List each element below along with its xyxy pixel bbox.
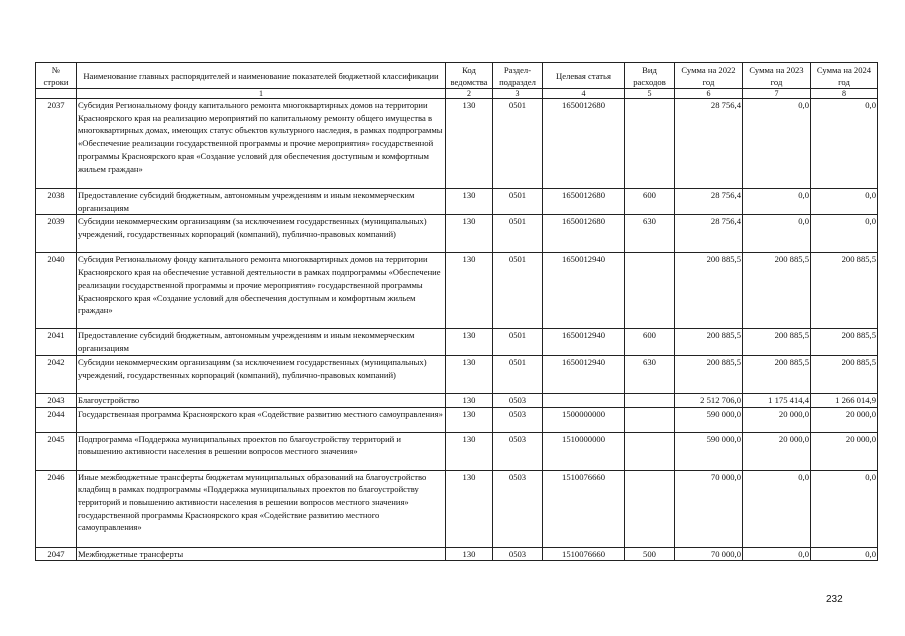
department-code-cell: 130 [446, 547, 493, 561]
sum-2023-cell: 0,0 [743, 189, 811, 215]
table-row [36, 547, 878, 561]
expense-type-cell [625, 470, 675, 547]
sum-2024-cell: 200 885,5 [811, 329, 878, 355]
sum-2023-cell: 200 885,5 [743, 253, 811, 329]
target-article-cell: 1500000000 [543, 407, 625, 432]
row-number-cell: 2040 [36, 253, 77, 329]
header-department-code: Код ведомства [446, 63, 493, 89]
item-name-cell: Подпрограмма «Поддержка муниципальных проектов по благоустройству территорий и повышению активности населения в решении вопросов местного значения» [77, 432, 446, 470]
sum-2023-cell: 200 885,5 [743, 355, 811, 393]
header-target-article: Целевая статья [543, 63, 625, 89]
row-number-cell: 2044 [36, 407, 77, 432]
item-name-cell: Иные межбюджетные трансферты бюджетам муниципальных образований на благоустройство кладбищ в рамках подпрограммы «Поддержка муниципальных проектов по благоустройству территорий и повышению активности населения в решении вопросов местного значения» государственной программы Красноярского края «Содействие развитию местного самоуправления» [77, 470, 446, 547]
column-index: 6 [675, 89, 743, 99]
target-article-cell: 1650012940 [543, 253, 625, 329]
table-header [36, 63, 878, 99]
expense-type-cell [625, 432, 675, 470]
target-article-cell: 1510000000 [543, 432, 625, 470]
sum-2022-cell: 28 756,4 [675, 215, 743, 253]
item-name-cell: Государственная программа Красноярского края «Содействие развитию местного самоуправления» [77, 407, 446, 432]
table-row [36, 393, 878, 407]
department-code-cell: 130 [446, 470, 493, 547]
section-code-cell: 0501 [493, 329, 543, 355]
sum-2022-cell: 200 885,5 [675, 253, 743, 329]
section-code-cell: 0501 [493, 215, 543, 253]
row-number-cell: 2046 [36, 470, 77, 547]
header-section: Раздел-подраздел [493, 63, 543, 89]
expense-type-cell: 630 [625, 355, 675, 393]
expense-type-cell [625, 253, 675, 329]
item-name-cell: Субсидия Региональному фонду капитального ремонта многоквартирных домов на территории Красноярского края на реализацию мероприятий по капитальному ремонту общего имущества в многоквартирных домах, имеющих статус объектов культурного наследия, в рамках подпрограммы «Обеспечение реализации государственной программы и прочие мероприятия» государственной программы Красноярского края «Создание условий для обеспечения доступным и комфортным жильем граждан» [77, 99, 446, 189]
target-article-cell [543, 393, 625, 407]
item-name-cell: Субсидия Региональному фонду капитального ремонта многоквартирных домов на территории Красноярского края на обеспечение уставной деятельности в рамках подпрограммы «Обеспечение реализации государственной программы и прочие мероприятия» государственной программы Красноярского края «Создание условий для обеспечения доступным и комфортным жильем граждан» [77, 253, 446, 329]
column-index [36, 89, 77, 99]
column-index: 1 [77, 89, 446, 99]
table-row [36, 215, 878, 253]
department-code-cell: 130 [446, 215, 493, 253]
target-article-cell: 1650012940 [543, 355, 625, 393]
department-code-cell: 130 [446, 189, 493, 215]
section-code-cell: 0503 [493, 432, 543, 470]
target-article-cell: 1510076660 [543, 547, 625, 561]
sum-2024-cell: 0,0 [811, 470, 878, 547]
column-index-row [36, 89, 878, 99]
column-index: 4 [543, 89, 625, 99]
department-code-cell: 130 [446, 407, 493, 432]
sum-2024-cell: 200 885,5 [811, 253, 878, 329]
sum-2023-cell: 20 000,0 [743, 407, 811, 432]
expense-type-cell: 500 [625, 547, 675, 561]
target-article-cell: 1510076660 [543, 470, 625, 547]
sum-2022-cell: 28 756,4 [675, 99, 743, 189]
item-name-cell: Межбюджетные трансферты [77, 547, 446, 561]
section-code-cell: 0503 [493, 393, 543, 407]
item-name-cell: Благоустройство [77, 393, 446, 407]
sum-2024-cell: 200 885,5 [811, 355, 878, 393]
table-row [36, 329, 878, 355]
sum-2023-cell: 0,0 [743, 99, 811, 189]
expense-type-cell [625, 99, 675, 189]
sum-2024-cell: 0,0 [811, 189, 878, 215]
row-number-cell: 2038 [36, 189, 77, 215]
table-row [36, 99, 878, 189]
expense-type-cell [625, 407, 675, 432]
sum-2023-cell: 20 000,0 [743, 432, 811, 470]
target-article-cell: 1650012680 [543, 189, 625, 215]
table-row [36, 470, 878, 547]
item-name-cell: Субсидии некоммерческим организациям (за исключением государственных (муниципальных) учреждений, государственных корпораций (компаний), публично-правовых компаний) [77, 215, 446, 253]
sum-2024-cell: 20 000,0 [811, 432, 878, 470]
row-number-cell: 2041 [36, 329, 77, 355]
section-code-cell: 0501 [493, 189, 543, 215]
sum-2024-cell: 0,0 [811, 99, 878, 189]
sum-2022-cell: 200 885,5 [675, 329, 743, 355]
expense-type-cell: 600 [625, 189, 675, 215]
sum-2024-cell: 0,0 [811, 215, 878, 253]
expense-type-cell: 600 [625, 329, 675, 355]
table-row [36, 355, 878, 393]
item-name-cell: Предоставление субсидий бюджетным, автономным учреждениям и иным некоммерческим организациям [77, 329, 446, 355]
sum-2024-cell: 20 000,0 [811, 407, 878, 432]
row-number-cell: 2037 [36, 99, 77, 189]
row-number-cell: 2043 [36, 393, 77, 407]
sum-2023-cell: 200 885,5 [743, 329, 811, 355]
sum-2022-cell: 2 512 706,0 [675, 393, 743, 407]
expense-type-cell [625, 393, 675, 407]
section-code-cell: 0503 [493, 470, 543, 547]
sum-2022-cell: 200 885,5 [675, 355, 743, 393]
table-row [36, 253, 878, 329]
expense-type-cell: 630 [625, 215, 675, 253]
table-body [36, 99, 878, 561]
sum-2022-cell: 70 000,0 [675, 470, 743, 547]
sum-2023-cell: 1 175 414,4 [743, 393, 811, 407]
sum-2022-cell: 70 000,0 [675, 547, 743, 561]
header-name: Наименование главных распорядителей и наименование показателей бюджетной классификации [77, 63, 446, 89]
section-code-cell: 0503 [493, 547, 543, 561]
column-index: 5 [625, 89, 675, 99]
section-code-cell: 0503 [493, 407, 543, 432]
department-code-cell: 130 [446, 99, 493, 189]
section-code-cell: 0501 [493, 355, 543, 393]
target-article-cell: 1650012680 [543, 215, 625, 253]
item-name-cell: Субсидии некоммерческим организациям (за исключением государственных (муниципальных) учреждений, государственных корпораций (компаний), публично-правовых компаний) [77, 355, 446, 393]
item-name-cell: Предоставление субсидий бюджетным, автономным учреждениям и иным некоммерческим организациям [77, 189, 446, 215]
sum-2024-cell: 0,0 [811, 547, 878, 561]
column-index: 2 [446, 89, 493, 99]
header-sum-2024: Сумма на 2024 год [811, 63, 878, 89]
sum-2023-cell: 0,0 [743, 470, 811, 547]
department-code-cell: 130 [446, 329, 493, 355]
sum-2022-cell: 28 756,4 [675, 189, 743, 215]
sum-2022-cell: 590 000,0 [675, 432, 743, 470]
column-index: 3 [493, 89, 543, 99]
page-number: 232 [826, 594, 843, 605]
target-article-cell: 1650012680 [543, 99, 625, 189]
department-code-cell: 130 [446, 432, 493, 470]
department-code-cell: 130 [446, 393, 493, 407]
column-index: 7 [743, 89, 811, 99]
section-code-cell: 0501 [493, 99, 543, 189]
sum-2024-cell: 1 266 014,9 [811, 393, 878, 407]
column-index: 8 [811, 89, 878, 99]
target-article-cell: 1650012940 [543, 329, 625, 355]
header-sum-2023: Сумма на 2023 год [743, 63, 811, 89]
department-code-cell: 130 [446, 355, 493, 393]
section-code-cell: 0501 [493, 253, 543, 329]
sum-2023-cell: 0,0 [743, 547, 811, 561]
row-number-cell: 2042 [36, 355, 77, 393]
row-number-cell: 2045 [36, 432, 77, 470]
table-row [36, 407, 878, 432]
sum-2022-cell: 590 000,0 [675, 407, 743, 432]
row-number-cell: 2039 [36, 215, 77, 253]
budget-table [35, 62, 878, 561]
department-code-cell: 130 [446, 253, 493, 329]
table-row [36, 432, 878, 470]
row-number-cell: 2047 [36, 547, 77, 561]
sum-2023-cell: 0,0 [743, 215, 811, 253]
table-row [36, 189, 878, 215]
header-expense-type: Вид расходов [625, 63, 675, 89]
header-row-number: № строки [36, 63, 77, 89]
header-sum-2022: Сумма на 2022 год [675, 63, 743, 89]
